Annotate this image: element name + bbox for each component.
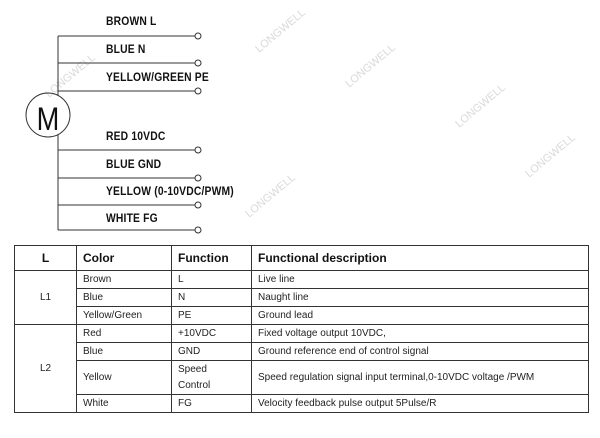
- table-row: [15, 307, 589, 325]
- color-cell: Brown: [77, 271, 172, 289]
- wire-terminal: [195, 147, 201, 153]
- color-cell: Blue: [77, 289, 172, 307]
- wire-terminal: [195, 175, 201, 181]
- wire-terminal: [195, 227, 201, 233]
- table-header-row: [15, 246, 589, 271]
- watermark-text: LONGWELL: [243, 171, 298, 221]
- motor-symbol: M: [36, 101, 60, 137]
- table-row: [15, 271, 589, 289]
- wire-label-yellow-green: YELLOW/GREEN PE: [106, 70, 209, 84]
- function-cell: FG: [172, 395, 252, 413]
- color-cell: White: [77, 395, 172, 413]
- color-cell: Yellow/Green: [77, 307, 172, 325]
- wire-label-blue-gnd: BLUE GND: [106, 157, 162, 171]
- watermark-text: LONGWELL: [453, 81, 508, 131]
- description-cell: Live line: [252, 271, 589, 289]
- table-row: [15, 325, 589, 343]
- header-description: Functional description: [252, 246, 589, 271]
- wire-label-red: RED 10VDC: [106, 129, 166, 143]
- wire-terminal: [195, 60, 201, 66]
- group-cell-l2: L2: [15, 325, 77, 413]
- watermark-text: LONGWELL: [253, 6, 308, 56]
- description-cell: Naught line: [252, 289, 589, 307]
- function-cell: PE: [172, 307, 252, 325]
- wire-terminal: [195, 33, 201, 39]
- wire-function-table: [14, 245, 589, 413]
- table-row: [15, 361, 589, 395]
- wire-label-yellow-signal: YELLOW (0-10VDC/PWM): [106, 184, 234, 198]
- function-cell: N: [172, 289, 252, 307]
- function-cell: L: [172, 271, 252, 289]
- description-cell: Speed regulation signal input terminal,0-10VDC voltage /PWM: [252, 361, 589, 395]
- description-cell: Velocity feedback pulse output 5Pulse/R: [252, 395, 589, 413]
- table-row: [15, 343, 589, 361]
- description-cell: Ground lead: [252, 307, 589, 325]
- wire-terminal: [195, 202, 201, 208]
- wire-label-white: WHITE FG: [106, 211, 158, 225]
- table-row: [15, 289, 589, 307]
- description-cell: Ground reference end of control signal: [252, 343, 589, 361]
- color-cell: Red: [77, 325, 172, 343]
- function-line: Control: [178, 379, 211, 391]
- color-cell: Yellow: [77, 361, 172, 395]
- header-function: Function: [172, 246, 252, 271]
- function-cell: [172, 361, 252, 395]
- group-cell-l1: L1: [15, 271, 77, 325]
- description-cell: Fixed voltage output 10VDC,: [252, 325, 589, 343]
- wire-label-blue: BLUE N: [106, 42, 146, 56]
- header-color: Color: [77, 246, 172, 271]
- table-row: [15, 395, 589, 413]
- wire-label-brown: BROWN L: [106, 14, 157, 28]
- wire-terminal: [195, 88, 201, 94]
- watermark-text: LONGWELL: [343, 41, 398, 91]
- function-cell: +10VDC: [172, 325, 252, 343]
- function-line: Speed: [178, 363, 207, 375]
- color-cell: Blue: [77, 343, 172, 361]
- function-cell: GND: [172, 343, 252, 361]
- watermark-text: LONGWELL: [43, 51, 98, 101]
- watermark-text: LONGWELL: [523, 131, 578, 181]
- header-group: L: [15, 246, 77, 271]
